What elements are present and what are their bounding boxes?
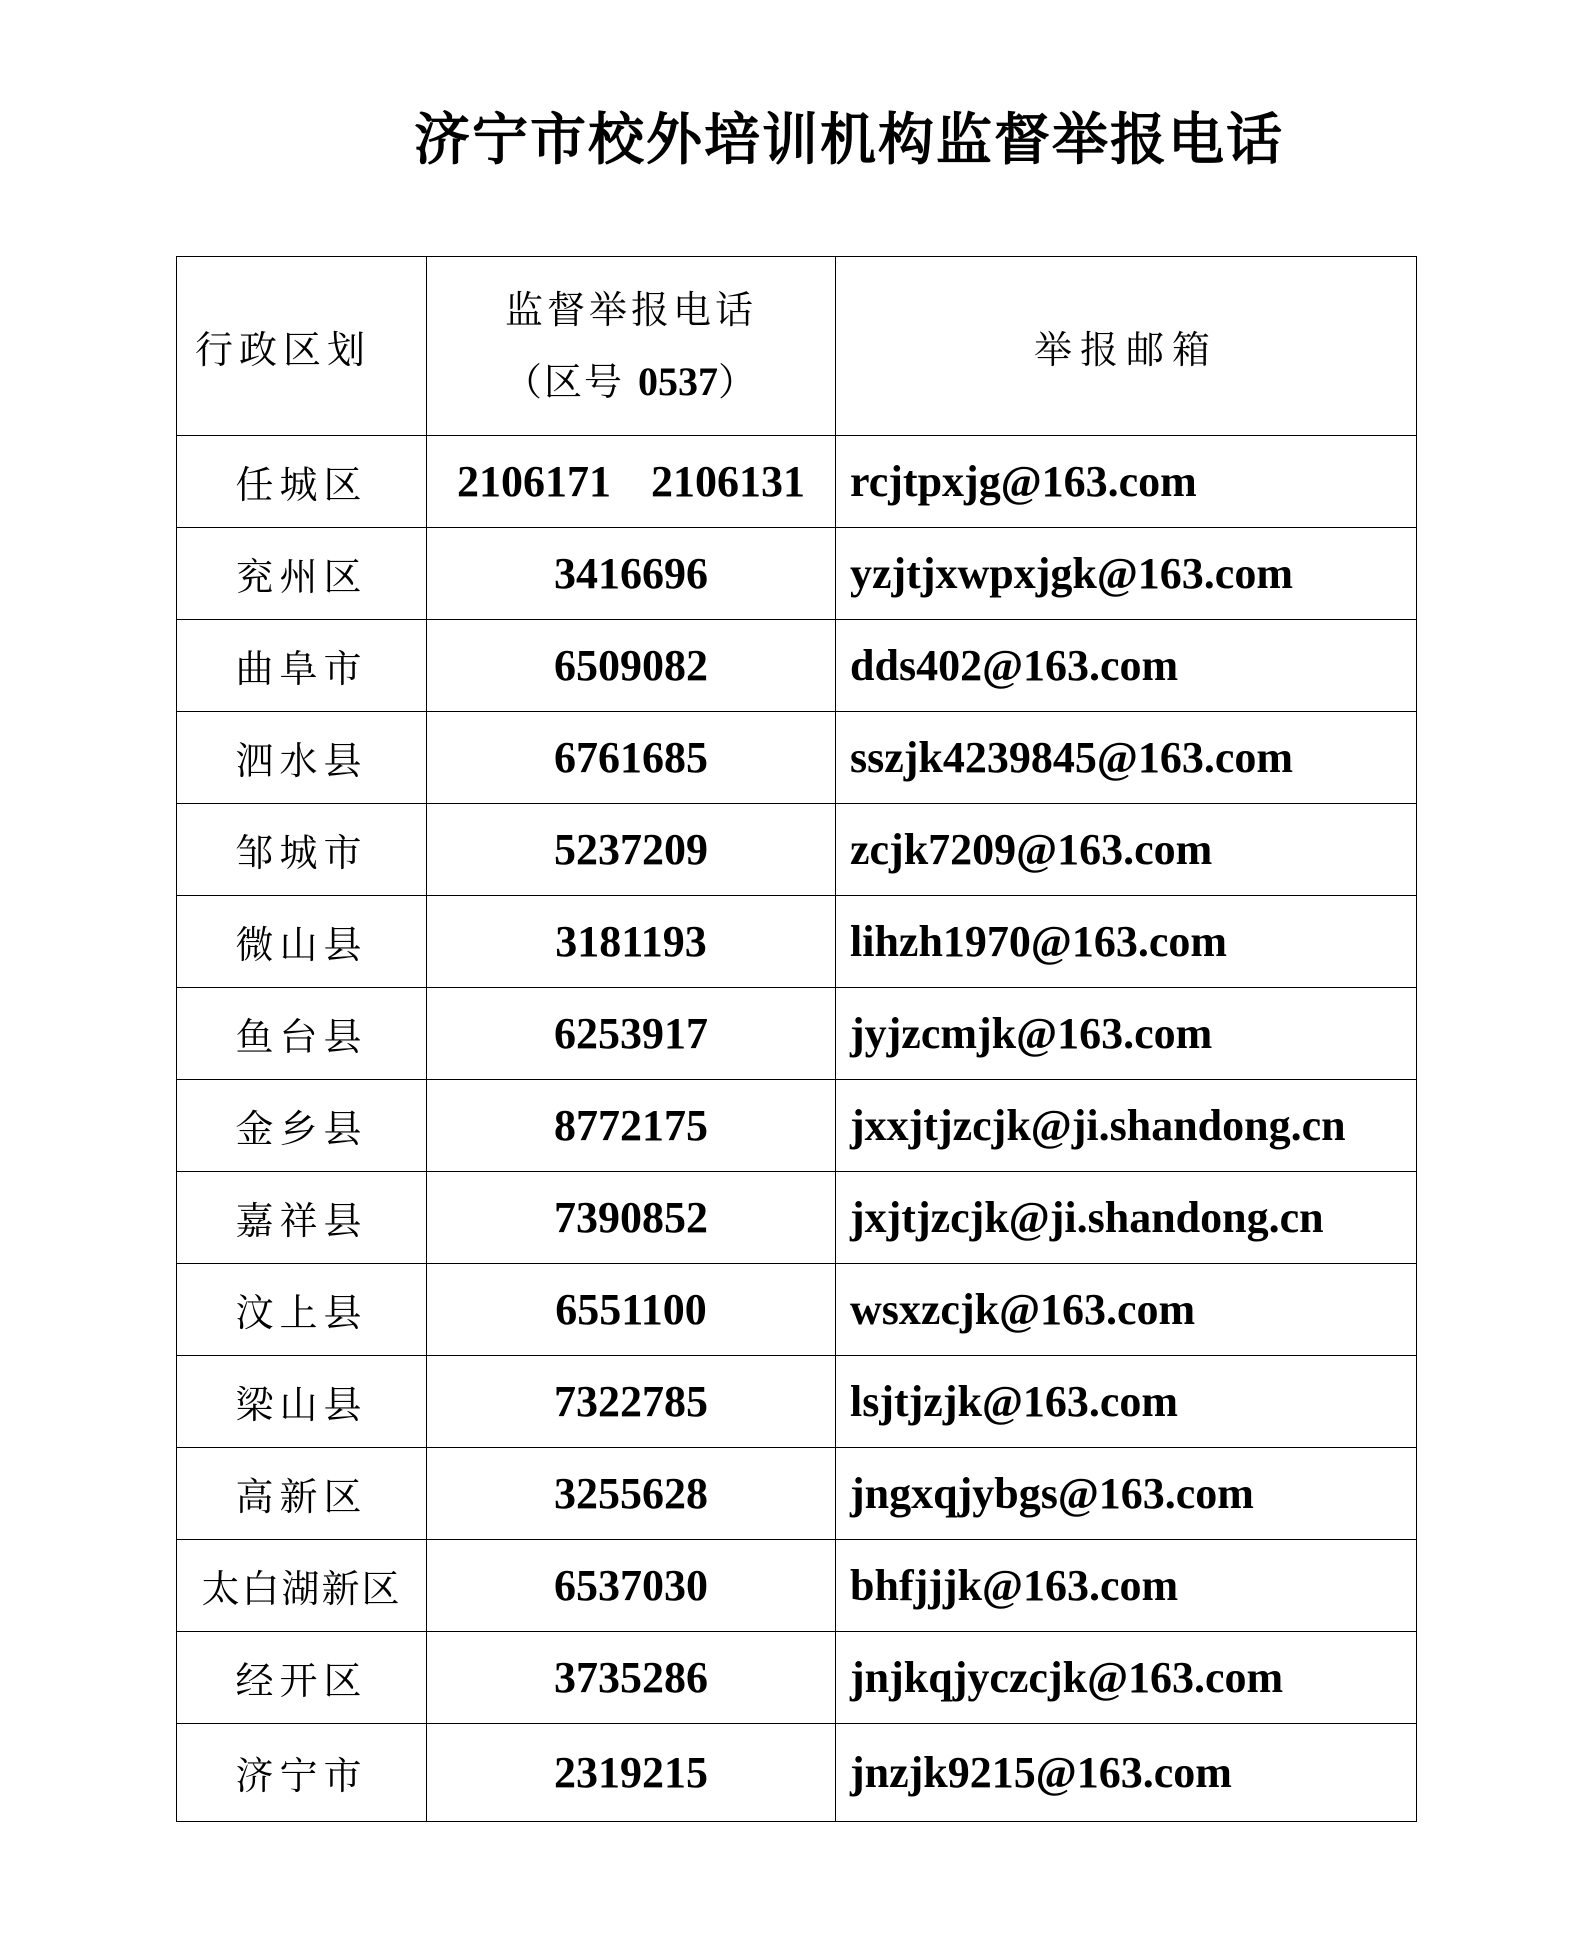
phone-cell: 7390852 bbox=[427, 1172, 836, 1264]
phone-cell: 6551100 bbox=[427, 1264, 836, 1356]
region-cell: 鱼台县 bbox=[177, 988, 427, 1080]
email-cell: bhfjjjk@163.com bbox=[836, 1540, 1417, 1632]
region-cell: 嘉祥县 bbox=[177, 1172, 427, 1264]
email-cell: yzjtjxwpxjgk@163.com bbox=[836, 528, 1417, 620]
table-row bbox=[177, 1264, 1417, 1356]
table-row bbox=[177, 436, 1417, 528]
email-cell: rcjtpxjg@163.com bbox=[836, 436, 1417, 528]
table-row bbox=[177, 1632, 1417, 1724]
region-cell: 太白湖新区 bbox=[177, 1540, 427, 1632]
phone-cell: 6253917 bbox=[427, 988, 836, 1080]
region-cell: 汶上县 bbox=[177, 1264, 427, 1356]
header-area-code bbox=[427, 346, 835, 418]
region-cell: 梁山县 bbox=[177, 1356, 427, 1448]
phone-cell: 3416696 bbox=[427, 528, 836, 620]
region-cell: 兖州区 bbox=[177, 528, 427, 620]
email-cell: jnjkqjyczcjk@163.com bbox=[836, 1632, 1417, 1724]
region-cell: 金乡县 bbox=[177, 1080, 427, 1172]
header-email: 举报邮箱 bbox=[836, 257, 1417, 436]
table-row bbox=[177, 1540, 1417, 1632]
region-cell: 邹城市 bbox=[177, 804, 427, 896]
region-cell: 任城区 bbox=[177, 436, 427, 528]
phone-cell: 8772175 bbox=[427, 1080, 836, 1172]
table-row bbox=[177, 1448, 1417, 1540]
email-cell: jxxjtjzcjk@ji.shandong.cn bbox=[836, 1080, 1417, 1172]
header-region: 行政区划 bbox=[177, 257, 427, 436]
email-cell: jxjtjzcjk@ji.shandong.cn bbox=[836, 1172, 1417, 1264]
phone-cell: 6537030 bbox=[427, 1540, 836, 1632]
phone-cell: 6761685 bbox=[427, 712, 836, 804]
region-cell: 经开区 bbox=[177, 1632, 427, 1724]
phone-number: 2106171 bbox=[457, 457, 611, 506]
table-row bbox=[177, 1356, 1417, 1448]
table-header-row bbox=[177, 257, 1417, 436]
header-phone bbox=[427, 257, 836, 436]
header-phone-title: 监督举报电话 bbox=[504, 288, 757, 332]
email-cell: zcjk7209@163.com bbox=[836, 804, 1417, 896]
table-row bbox=[177, 896, 1417, 988]
header-area-code-value: 0537 bbox=[638, 359, 719, 404]
email-cell: jngxqjybgs@163.com bbox=[836, 1448, 1417, 1540]
region-cell: 泗水县 bbox=[177, 712, 427, 804]
table-row bbox=[177, 988, 1417, 1080]
table-row bbox=[177, 1080, 1417, 1172]
header-area-code-suffix: ） bbox=[718, 360, 759, 404]
region-cell: 曲阜市 bbox=[177, 620, 427, 712]
header-area-code-prefix: （区号 bbox=[503, 360, 624, 404]
hotline-table bbox=[176, 256, 1417, 1822]
region-cell: 济宁市 bbox=[177, 1724, 427, 1822]
table-row bbox=[177, 1172, 1417, 1264]
region-cell: 微山县 bbox=[177, 896, 427, 988]
table-row bbox=[177, 804, 1417, 896]
phone-cell bbox=[427, 436, 836, 528]
table-row bbox=[177, 528, 1417, 620]
phone-cell: 7322785 bbox=[427, 1356, 836, 1448]
phone-cell: 3735286 bbox=[427, 1632, 836, 1724]
email-cell: jnzjk9215@163.com bbox=[836, 1724, 1417, 1822]
phone-cell: 3181193 bbox=[427, 896, 836, 988]
email-cell: dds402@163.com bbox=[836, 620, 1417, 712]
page-title: 济宁市校外培训机构监督举报电话 bbox=[414, 107, 1284, 173]
table-row bbox=[177, 620, 1417, 712]
region-cell: 高新区 bbox=[177, 1448, 427, 1540]
table-row bbox=[177, 1724, 1417, 1822]
email-cell: wsxzcjk@163.com bbox=[836, 1264, 1417, 1356]
email-cell: lihzh1970@163.com bbox=[836, 896, 1417, 988]
phone-number-secondary: 2106131 bbox=[651, 457, 805, 506]
phone-cell: 2319215 bbox=[427, 1724, 836, 1822]
phone-cell: 5237209 bbox=[427, 804, 836, 896]
phone-cell: 6509082 bbox=[427, 620, 836, 712]
email-cell: sszjk4239845@163.com bbox=[836, 712, 1417, 804]
phone-cell: 3255628 bbox=[427, 1448, 836, 1540]
email-cell: lsjtjzjk@163.com bbox=[836, 1356, 1417, 1448]
table-row bbox=[177, 712, 1417, 804]
email-cell: jyjzcmjk@163.com bbox=[836, 988, 1417, 1080]
